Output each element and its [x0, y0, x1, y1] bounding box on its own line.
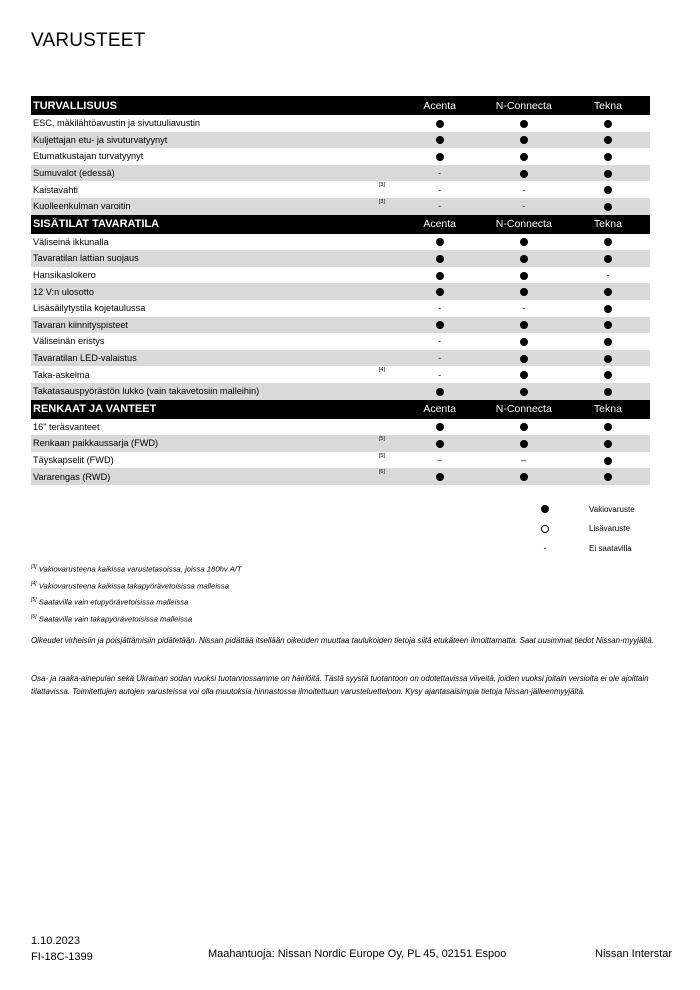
footnote-ref: [4] [378, 367, 386, 374]
standard-dot-icon [604, 186, 612, 194]
footer-importer: Maahantuoja: Nissan Nordic Europe Oy, PL 45, 02151 Espoo [208, 948, 507, 960]
header-spacer [379, 400, 398, 401]
standard-dot-icon [604, 371, 612, 379]
standard-dot-icon [436, 288, 444, 296]
table-row [31, 165, 650, 182]
standard-dot-icon [604, 355, 612, 363]
standard-dot-icon [520, 120, 528, 128]
not-available-dash: - [522, 303, 526, 314]
table-row [31, 132, 650, 149]
footnote-ref: [3] [378, 198, 386, 205]
availability-cell [482, 118, 566, 128]
availability-cell [482, 455, 566, 465]
footnote-ref [379, 317, 398, 318]
availability-cell [482, 472, 566, 482]
availability-cell [566, 353, 650, 363]
column-header: N-Connecta [495, 218, 552, 231]
feature-label: Tavaratilan lattian suojaus [33, 253, 139, 264]
availability-cell [398, 370, 482, 380]
standard-dot-icon [436, 272, 444, 280]
column-header: Acenta [423, 99, 457, 112]
availability-cell [566, 438, 650, 448]
availability-cell [566, 303, 650, 313]
availability-cell [482, 185, 566, 195]
standard-dot-icon [604, 255, 612, 263]
column-header: N-Connecta [495, 403, 552, 415]
not-available-dash: - [438, 201, 442, 212]
availability-cell [398, 185, 482, 195]
footnote-ref [379, 350, 398, 351]
legend-text: Lisävaruste [589, 524, 630, 533]
standard-dot-icon [436, 321, 444, 329]
availability-cell [566, 151, 650, 161]
availability-cell [566, 168, 650, 178]
footnote-ref [379, 132, 398, 133]
standard-dot-icon [541, 505, 549, 513]
standard-dot-icon [436, 238, 444, 246]
table-row [31, 198, 650, 215]
availability-cell [398, 118, 482, 128]
footnote [31, 597, 671, 614]
footnote-ref [379, 419, 398, 420]
section-header [31, 96, 650, 115]
column-header: Tekna [593, 99, 622, 112]
availability-cell [482, 422, 566, 432]
not-available-dash: - [543, 543, 547, 553]
optional-ring-icon [541, 525, 549, 533]
availability-cell [398, 472, 482, 482]
standard-dot-icon [604, 423, 612, 431]
standard-dot-icon [436, 255, 444, 263]
standard-dot-icon [436, 440, 444, 448]
table-row [31, 419, 650, 436]
standard-dot-icon [604, 388, 612, 396]
availability-cell [566, 422, 650, 432]
availability-cell [566, 455, 650, 465]
footnote [31, 581, 671, 598]
footnote-ref [379, 250, 398, 251]
not-available-dash: - [438, 353, 442, 364]
footer-code: FI-18C-1399 [31, 951, 93, 963]
feature-label: Lisäsäilytystila kojetaulussa [33, 303, 146, 314]
table-row [31, 452, 650, 469]
section-header [31, 400, 650, 419]
feature-label: Renkaan paikkaussarja (FWD) [33, 438, 159, 449]
availability-cell [566, 336, 650, 346]
not-available-dash: - [438, 369, 442, 380]
feature-label: Kuljettajan etu- ja sivuturvatyynyt [33, 134, 168, 145]
table-row [31, 234, 650, 251]
availability-cell [566, 270, 650, 280]
feature-label: Kaistavahti [33, 184, 78, 195]
availability-cell [482, 201, 566, 211]
availability-cell [398, 201, 482, 211]
header-spacer [379, 96, 398, 97]
footnote-ref: [3] [378, 182, 386, 189]
legend-text: Ei saatavilla [589, 543, 632, 553]
availability-cell [482, 253, 566, 263]
legend-symbol [530, 524, 560, 533]
legend-item [530, 500, 690, 518]
standard-dot-icon [604, 338, 612, 346]
feature-label: Taka-askelma [33, 369, 90, 380]
availability-cell [566, 237, 650, 247]
standard-dot-icon [604, 203, 612, 211]
table-row [31, 181, 650, 198]
standard-dot-icon [520, 136, 528, 144]
footnote-text: Saatavilla vain takapyörävetoisissa malleissa [38, 614, 193, 624]
standard-dot-icon [520, 255, 528, 263]
availability-cell [566, 472, 650, 482]
not-available-dash: - [438, 184, 442, 195]
availability-cell [482, 270, 566, 280]
availability-cell [398, 168, 482, 178]
footnote-ref [379, 333, 398, 334]
standard-dot-icon [604, 136, 612, 144]
disclaimer-supply: Osa- ja raaka-ainepulan sekä Ukrainan sodan vuoksi tuotannossamme on häiriöitä. Tästä syystä tuotantoon on odotettavissa viiveitä, joiden vuoksi joitain versioita ei ole ajoittain tilattavissa. Toimitettujen autojen varusteissa voi olla muutoksia hinnastossa ilmoitettuun varusteluetteloon. Kysy ajantasaisimpia tietoja Nissan-jälleenmyyjältä. [31, 674, 649, 696]
availability-cell [482, 135, 566, 145]
standard-dot-icon [604, 170, 612, 178]
standard-dot-icon [520, 371, 528, 379]
feature-label: Väliseinä ikkunalla [33, 236, 109, 247]
availability-cell [482, 336, 566, 346]
availability-cell [482, 168, 566, 178]
standard-dot-icon [520, 321, 528, 329]
table-row [31, 333, 650, 350]
standard-dot-icon [520, 238, 528, 246]
footnote [31, 614, 671, 631]
standard-dot-icon [520, 338, 528, 346]
availability-cell [398, 135, 482, 145]
standard-dot-icon [604, 288, 612, 296]
table-row [31, 366, 650, 383]
legend-item [530, 539, 690, 557]
table-row [31, 435, 650, 452]
feature-label: Väliseinän eristys [33, 336, 105, 347]
footnote-ref [379, 115, 398, 116]
feature-label: Hansikaslokero [33, 270, 96, 281]
footnote-text: Saatavilla vain etupyörävetoisissa malleissa [38, 597, 189, 607]
column-header: N-Connecta [495, 99, 552, 112]
feature-label: 16" teräsvanteet [33, 421, 100, 432]
availability-cell [398, 237, 482, 247]
footnote-ref [379, 165, 398, 166]
availability-cell [398, 422, 482, 432]
footnote-ref [379, 267, 398, 268]
footnote-text: Vakiovarusteena kaikissa takapyörävetoisissa malleissa [38, 581, 229, 591]
footnote-marker: [5] [31, 597, 37, 603]
section-title: SISÄTILAT TAVARATILA [33, 218, 160, 231]
availability-cell [482, 237, 566, 247]
feature-label: Täyskapselit (FWD) [33, 454, 114, 465]
footnote-ref [379, 148, 398, 149]
table-row [31, 148, 650, 165]
footnote-marker: [3] [31, 564, 37, 570]
availability-cell [398, 336, 482, 346]
table-row [31, 283, 650, 300]
footnote-ref [379, 300, 398, 301]
table-row [31, 468, 650, 485]
footnote-ref [379, 383, 398, 384]
not-available-dash: - [438, 303, 442, 314]
disclaimer-rights: Oikeudet virheisiin ja poisjättämisiin pidätetään. Nissan pidättää itsellään oikeuden muuttaa taulukoiden tietoja siitä etukäteen ilmoittamatta. Saat uusimmat tiedot Nissan-myyjältä. [31, 636, 654, 645]
feature-label: 12 V:n ulosotto [33, 286, 94, 297]
feature-label: Etumatkustajan turvatyynyt [33, 151, 144, 162]
legend-item [530, 520, 690, 538]
column-header: Acenta [423, 218, 457, 231]
standard-dot-icon [436, 473, 444, 481]
standard-dot-icon [520, 473, 528, 481]
equipment-tables [31, 96, 650, 485]
standard-dot-icon [604, 153, 612, 161]
standard-dot-icon [604, 305, 612, 313]
standard-dot-icon [604, 321, 612, 329]
not-available-dash: – [437, 454, 443, 465]
availability-cell [398, 287, 482, 297]
availability-cell [398, 151, 482, 161]
footnote-marker: [4] [31, 580, 37, 587]
availability-cell [566, 135, 650, 145]
footnote-ref: [6] [378, 469, 386, 476]
footnote [31, 564, 671, 581]
availability-cell [398, 455, 482, 465]
column-header: Acenta [423, 403, 457, 415]
standard-dot-icon [436, 423, 444, 431]
table-row [31, 115, 650, 132]
footnote-marker: [6] [31, 613, 37, 620]
feature-label: Tavaran kiinnityspisteet [33, 319, 128, 330]
availability-cell [398, 438, 482, 448]
legend-symbol [530, 543, 560, 553]
footnote-ref [379, 234, 398, 235]
availability-cell [398, 303, 482, 313]
standard-dot-icon [436, 120, 444, 128]
availability-cell [566, 118, 650, 128]
table-row [31, 300, 650, 317]
standard-dot-icon [604, 120, 612, 128]
table-row [31, 350, 650, 367]
availability-cell [482, 287, 566, 297]
standard-dot-icon [520, 440, 528, 448]
availability-cell [566, 370, 650, 380]
footnote-ref: [5] [378, 452, 386, 459]
standard-dot-icon [436, 136, 444, 144]
column-header: Tekna [593, 403, 622, 415]
standard-dot-icon [604, 473, 612, 481]
footnotes [31, 564, 671, 630]
availability-cell [566, 386, 650, 396]
standard-dot-icon [604, 440, 612, 448]
section-title: RENKAAT JA VANTEET [33, 403, 157, 415]
availability-cell [482, 151, 566, 161]
header-spacer [379, 215, 398, 216]
standard-dot-icon [436, 153, 444, 161]
availability-cell [566, 253, 650, 263]
availability-cell [482, 353, 566, 363]
not-available-dash: - [522, 201, 526, 212]
not-available-dash: - [606, 270, 610, 281]
availability-cell [398, 386, 482, 396]
footnote-ref: [5] [378, 436, 386, 443]
column-header: Tekna [593, 218, 622, 231]
feature-label: Tavaratilan LED-valaistus [33, 353, 137, 364]
footer-model: Nissan Interstar [595, 948, 673, 960]
availability-cell [482, 370, 566, 380]
table-row [31, 383, 650, 400]
standard-dot-icon [520, 272, 528, 280]
not-available-dash: – [521, 454, 527, 465]
feature-label: ESC, mäkilähtöavustin ja sivutuuliavustin [33, 118, 200, 129]
standard-dot-icon [520, 170, 528, 178]
availability-cell [398, 320, 482, 330]
feature-label: Vararengas (RWD) [33, 471, 111, 482]
not-available-dash: - [522, 184, 526, 195]
section-title: TURVALLISUUS [33, 99, 117, 112]
not-available-dash: - [438, 336, 442, 347]
footer-left [31, 933, 93, 965]
availability-cell [566, 320, 650, 330]
table-row [31, 267, 650, 284]
standard-dot-icon [604, 238, 612, 246]
page-title: VARUSTEET [31, 30, 146, 51]
availability-cell [566, 287, 650, 297]
standard-dot-icon [604, 457, 612, 465]
footnote-text: Vakiovarusteena kaikissa varustetasoissa, joissa 180hv A/T [38, 564, 242, 574]
section-header [31, 215, 650, 234]
feature-label: Takatasauspyörästön lukko (vain takavetosiin malleihin) [33, 386, 260, 397]
feature-label: Sumuvalot (edessä) [33, 168, 115, 179]
footnote-ref [379, 283, 398, 284]
standard-dot-icon [520, 288, 528, 296]
standard-dot-icon [520, 423, 528, 431]
availability-cell [482, 303, 566, 313]
availability-cell [566, 201, 650, 211]
legend-symbol [530, 505, 560, 514]
standard-dot-icon [520, 388, 528, 396]
standard-dot-icon [520, 153, 528, 161]
availability-cell [482, 320, 566, 330]
footer-date: 1.10.2023 [31, 935, 80, 947]
standard-dot-icon [436, 388, 444, 396]
table-row [31, 250, 650, 267]
availability-cell [482, 386, 566, 396]
availability-cell [482, 438, 566, 448]
availability-cell [566, 185, 650, 195]
feature-label: Kuolleenkulman varoitin [33, 201, 131, 212]
legend-text: Vakiovaruste [589, 504, 635, 514]
availability-cell [398, 270, 482, 280]
availability-cell [398, 253, 482, 263]
availability-cell [398, 353, 482, 363]
table-row [31, 317, 650, 334]
not-available-dash: - [438, 168, 442, 179]
standard-dot-icon [520, 355, 528, 363]
legend [530, 500, 690, 559]
